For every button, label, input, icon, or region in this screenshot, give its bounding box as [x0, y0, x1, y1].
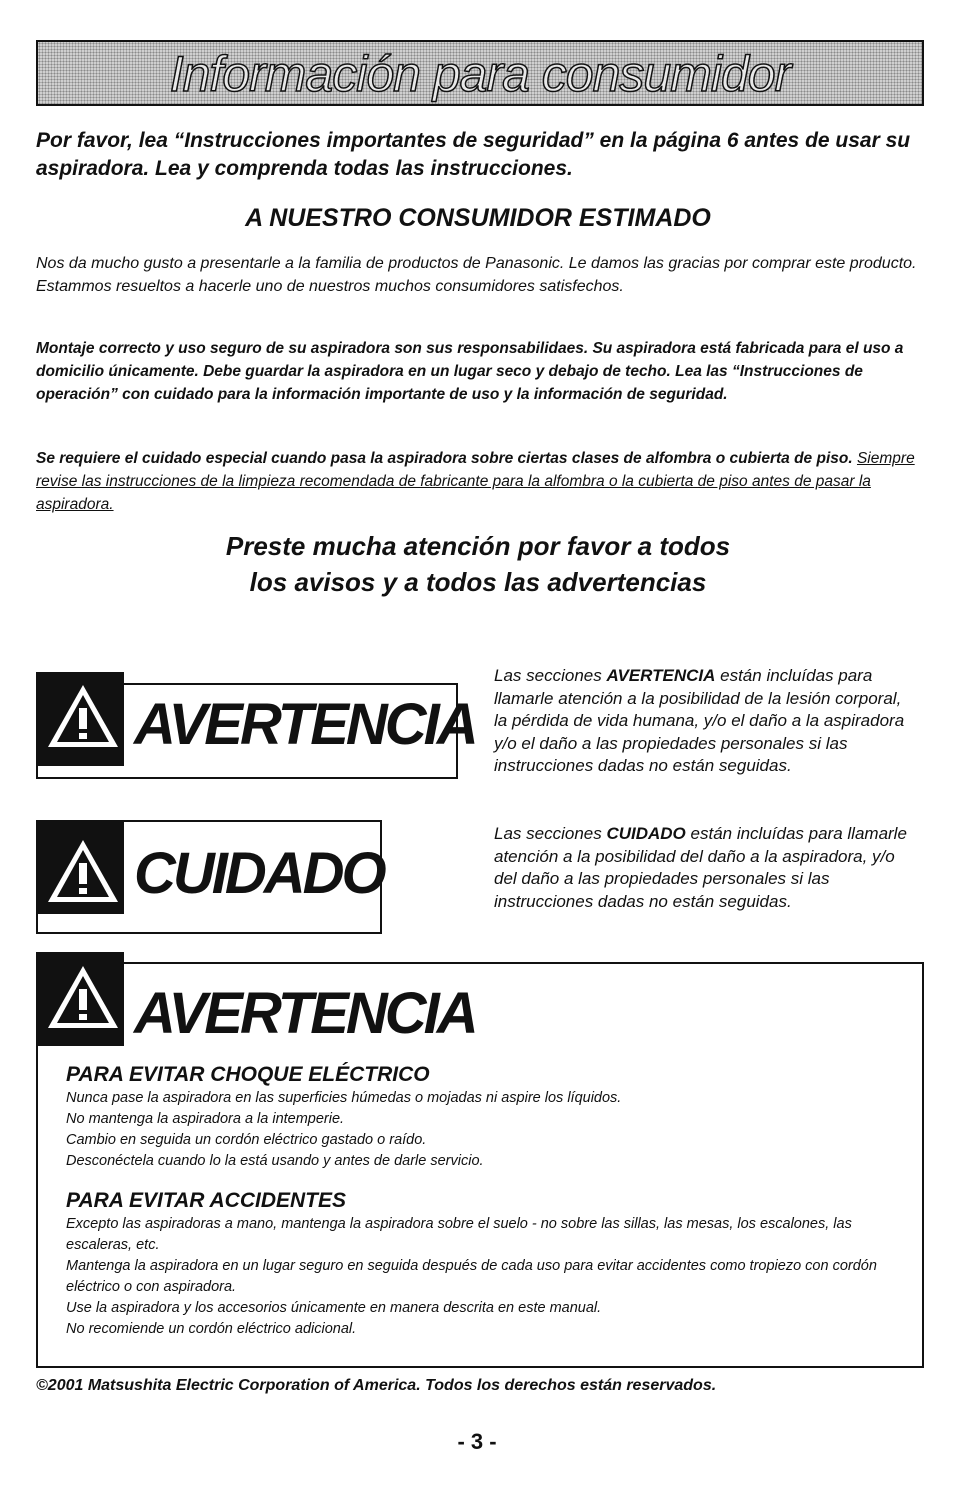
estimado-paragraph-1: Nos da mucho gusto a presentarle a la familia de productos de Panasonic. Le damos las gracias por comprar este producto. Estammos resueltos a hacerle uno de nuestros muchos consumidores satisfechos.	[36, 255, 917, 295]
cuidado-label: CUIDADO	[134, 841, 384, 906]
cu-desc-word: CUIDADO	[606, 824, 686, 843]
p3-underline-text: Siempre revise las instrucciones de la limpieza recomendada de fabricante para la alfombra o la cubierta de piso antes de pasar la aspiradora.	[36, 450, 915, 513]
avertencia-label: AVERTENCIA	[134, 692, 476, 757]
attention-line-2: los avisos y a todos las advertencias	[249, 567, 707, 597]
attention-heading	[36, 528, 920, 600]
warning-triangle-icon	[44, 836, 122, 906]
warning-box	[36, 962, 924, 1368]
cu-desc-pre: Las secciones	[494, 824, 607, 843]
intro-text: Por favor, lea “Instrucciones importantes de seguridad” en la página 6 antes de usar su aspiradora. Lea y comprenda todas las instrucciones.	[36, 129, 911, 180]
list-item: Mantenga la aspiradora en un lugar seguro en seguida después de cada uso para evitar accidentes como tropiezo con cordón eléctrico o con aspiradora.	[66, 1258, 877, 1295]
avertencia-signal-box	[36, 683, 476, 779]
estimado-paragraph-2: Montaje correcto y uso seguro de su aspiradora son sus responsabilidaes. Su aspiradora está fabricada para el uso a domicilio únicamente. Debe guardar la aspiradora en un lugar seco y debajo de techo. Lea las “Instrucciones de operación” con cuidado para la información importante de uso y la información de seguridad.	[36, 340, 904, 403]
estimado-heading: A NUESTRO CONSUMIDOR ESTIMADO	[245, 204, 711, 232]
list-item: No recomiende un cordón eléctrico adicional.	[66, 1321, 357, 1337]
estimado-paragraph-3	[36, 447, 926, 516]
av-desc-word: AVERTENCIA	[606, 666, 716, 685]
copyright-text: ©2001 Matsushita Electric Corporation of America. Todos los derechos están reservados.	[36, 1377, 717, 1394]
av-desc-post: están incluídas para llamarle atención a la posibilidad de la lesión corporal, la pérdida de vida humana, y/o el daño a la aspiradora y/o el daño a las propiedades personales si las instrucciones dadas no están seguidas.	[494, 666, 905, 775]
warning-triangle-icon	[44, 962, 122, 1032]
av-desc-pre: Las secciones	[494, 666, 607, 685]
page-number: - 3 -	[457, 1429, 497, 1454]
page-title: Información para consumidor	[169, 46, 791, 102]
section-accidents	[66, 1188, 906, 1340]
avertencia-description	[494, 665, 914, 778]
list-item: Cambio en seguida un cordón eléctrico gastado o raído.	[66, 1132, 427, 1148]
section-accidents-heading: PARA EVITAR ACCIDENTES	[66, 1189, 347, 1212]
cu-desc-post: están incluídas para llamarle atención a la posibilidad del daño a la aspiradora, y/o del daño a las propiedades personales si las instrucciones dadas no están seguidas.	[494, 824, 907, 911]
attention-line-1: Preste mucha atención por favor a todos	[225, 531, 731, 561]
list-item: No mantenga la aspiradora a la intemperie.	[66, 1111, 345, 1127]
section-electric-shock-heading: PARA EVITAR CHOQUE ELÉCTRICO	[66, 1063, 430, 1086]
list-item: Nunca pase la aspiradora en las superficies húmedas o mojadas ni aspire los líquidos.	[66, 1090, 622, 1106]
p3-bold-text: Se requiere el cuidado especial cuando pasa la aspiradora sobre ciertas clases de alfombra o cubierta de piso.	[36, 450, 853, 467]
warning-box-label: AVERTENCIA	[134, 981, 476, 1046]
cuidado-description	[494, 823, 914, 913]
section-electric-shock	[66, 1062, 906, 1172]
list-item: Use la aspiradora y los accesorios únicamente en manera descrita en este manual.	[66, 1300, 602, 1316]
list-item: Desconéctela cuando lo la está usando y antes de darle servicio.	[66, 1153, 484, 1169]
list-item: Excepto las aspiradoras a mano, mantenga la aspiradora sobre el suelo - no sobre las sillas, las mesas, los escalones, las escaleras, etc.	[66, 1216, 852, 1253]
cuidado-signal-box	[36, 820, 382, 934]
header-banner	[36, 40, 924, 106]
warning-triangle-icon	[44, 681, 122, 751]
